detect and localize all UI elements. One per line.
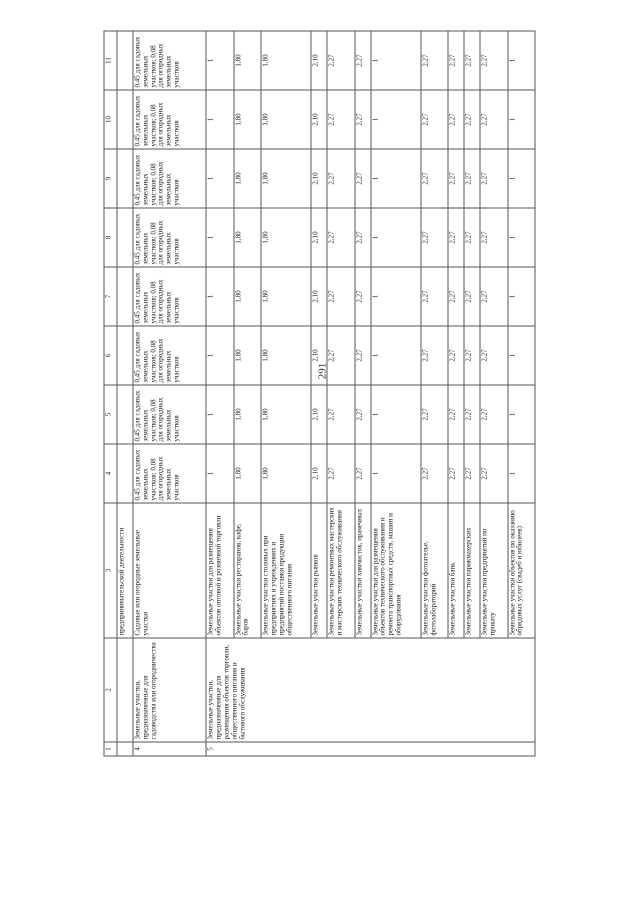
- coefficient-cell: 2,27: [448, 326, 464, 385]
- coefficient-cell: 2,27: [327, 90, 354, 149]
- land-subtype: Земельные участки для размещения объектов оптовой и розничной торговли: [206, 503, 233, 638]
- coefficient-cell: 2,10: [311, 444, 327, 503]
- coefficient-cell: 2,27: [327, 326, 354, 385]
- rotated-table-frame: [104, 32, 536, 757]
- coefficient-cell: 2,27: [448, 149, 464, 208]
- coefficient-cell: 2,27: [327, 444, 354, 503]
- coefficient-cell: [117, 385, 133, 444]
- coefficient-cell: 2,27: [464, 149, 480, 208]
- land-category: [117, 638, 133, 742]
- coefficient-cell: 1: [371, 385, 421, 444]
- coefficient-cell: 2,27: [480, 149, 507, 208]
- land-subtype: Земельные участки объектов по оказанию обрядовых услуг (свадеб и юбилеев): [508, 503, 535, 638]
- coefficient-cell: 0,45 для садовых земельных участков; 0,08 для огородных земельных участков: [133, 31, 206, 90]
- coefficient-cell: 1,80: [261, 149, 311, 208]
- coefficient-cell: 1: [508, 208, 535, 267]
- coefficient-cell: 2,27: [448, 267, 464, 326]
- coefficient-cell: 2,27: [464, 31, 480, 90]
- table-row: [117, 31, 133, 756]
- coefficient-cell: 2,27: [355, 208, 371, 267]
- coefficient-cell: [117, 444, 133, 503]
- coefficient-cell: 1,80: [261, 444, 311, 503]
- coefficient-cell: 1: [371, 444, 421, 503]
- coefficient-cell: 2,27: [327, 267, 354, 326]
- coefficient-cell: 1: [206, 149, 233, 208]
- row-number: [117, 742, 133, 756]
- land-subtype: Земельные участки парикмахерских: [464, 503, 480, 638]
- coefficient-cell: 1: [206, 90, 233, 149]
- column-number: 6: [104, 326, 117, 385]
- coefficient-cell: 1: [206, 31, 233, 90]
- coefficient-cell: 1,80: [234, 267, 261, 326]
- coefficient-cell: 2,10: [311, 90, 327, 149]
- coefficient-cell: 2,27: [327, 31, 354, 90]
- coefficient-cell: 1: [206, 208, 233, 267]
- page-number: 291: [316, 362, 329, 380]
- coefficient-cell: 1: [371, 326, 421, 385]
- coefficient-cell: 2,27: [464, 208, 480, 267]
- coefficient-cell: 1: [508, 267, 535, 326]
- coefficient-cell: 1,80: [261, 31, 311, 90]
- coefficient-cell: 2,10: [311, 385, 327, 444]
- coefficient-cell: 1: [206, 267, 233, 326]
- coefficient-cell: 1,80: [234, 31, 261, 90]
- coefficient-cell: 2,27: [327, 385, 354, 444]
- coefficient-cell: 2,27: [448, 385, 464, 444]
- coefficient-cell: 2,27: [480, 385, 507, 444]
- coefficient-cell: 2,27: [464, 385, 480, 444]
- coefficient-cell: [117, 267, 133, 326]
- table-row: [206, 31, 233, 756]
- coefficient-cell: 1,80: [234, 208, 261, 267]
- land-subtype: Земельные участки ресторанов, кафе, баров: [234, 503, 261, 638]
- coefficient-cell: 2,27: [421, 385, 448, 444]
- land-subtype: Земельные участки столовых при предприятиях и учреждениях и предприятий поставки продукции общественного питания: [261, 503, 311, 638]
- coefficient-cell: 1: [508, 90, 535, 149]
- coefficient-cell: 2,27: [327, 149, 354, 208]
- column-number: 2: [104, 638, 117, 742]
- coefficient-cell: 1,80: [261, 90, 311, 149]
- coefficient-cell: 2,27: [421, 444, 448, 503]
- coefficient-cell: 2,27: [327, 208, 354, 267]
- coefficient-cell: 1,80: [234, 326, 261, 385]
- coefficient-cell: 1: [206, 326, 233, 385]
- coefficient-cell: 2,27: [480, 267, 507, 326]
- coefficient-cell: [117, 208, 133, 267]
- coefficient-cell: 0,45 для садовых земельных участков; 0,08 для огородных земельных участков: [133, 267, 206, 326]
- coefficient-cell: 2,27: [448, 444, 464, 503]
- land-subtype: Земельные участки для размещения объектов технического обслуживания и ремонта транспортных средств, машин и оборудования: [371, 503, 421, 638]
- coefficient-cell: 2,27: [480, 444, 507, 503]
- coefficient-cell: 2,27: [355, 267, 371, 326]
- column-number: 4: [104, 444, 117, 503]
- coefficient-cell: 2,27: [448, 31, 464, 90]
- coefficient-cell: 2,10: [311, 267, 327, 326]
- coefficient-cell: [117, 326, 133, 385]
- coefficient-cell: 0,45 для садовых земельных участков; 0,08 для огородных земельных участков: [133, 90, 206, 149]
- column-number: 1: [104, 742, 117, 756]
- coefficient-cell: 1: [508, 385, 535, 444]
- coefficient-cell: 2,10: [311, 31, 327, 90]
- coefficient-cell: 1,80: [261, 326, 311, 385]
- coefficient-cell: 1: [508, 149, 535, 208]
- coefficient-cell: 1,80: [234, 385, 261, 444]
- coefficient-cell: 2,27: [448, 208, 464, 267]
- coefficient-cell: 1: [371, 149, 421, 208]
- coefficient-cell: 0,45 для садовых земельных участков; 0,08 для огородных земельных участков: [133, 149, 206, 208]
- column-number: 3: [104, 503, 117, 638]
- coefficient-cell: 2,27: [355, 444, 371, 503]
- coefficient-cell: 2,27: [355, 31, 371, 90]
- row-number: 5: [206, 742, 535, 756]
- land-subtype: Земельные участки химчисток, прачечных: [355, 503, 371, 638]
- coefficient-cell: 1,80: [234, 444, 261, 503]
- coefficient-cell: 1,80: [261, 385, 311, 444]
- coefficient-cell: 1: [508, 326, 535, 385]
- coefficient-cell: 1: [371, 208, 421, 267]
- coefficient-cell: 2,27: [421, 267, 448, 326]
- column-number: 8: [104, 208, 117, 267]
- land-category: Земельные участки, предназначенные для садоводства или огородничества: [133, 638, 206, 742]
- coefficients-table: [104, 31, 536, 757]
- coefficient-cell: 1: [371, 267, 421, 326]
- land-subtype: Земельные участки фотоателье, фотолабораторий: [421, 503, 448, 638]
- table-row: [133, 31, 206, 756]
- coefficient-cell: 1: [508, 444, 535, 503]
- coefficient-cell: 2,27: [421, 90, 448, 149]
- coefficient-cell: 2,27: [480, 208, 507, 267]
- coefficient-cell: 2,10: [311, 326, 327, 385]
- coefficient-cell: 2,27: [421, 149, 448, 208]
- coefficient-cell: 1,80: [234, 149, 261, 208]
- coefficient-cell: 0,45 для садовых земельных участков; 0,08 для огородных земельных участков: [133, 444, 206, 503]
- coefficient-cell: 1,80: [261, 208, 311, 267]
- coefficient-cell: 1,80: [261, 267, 311, 326]
- coefficient-cell: 2,27: [421, 31, 448, 90]
- coefficient-cell: 2,27: [355, 385, 371, 444]
- land-category: Земельные участки, предназначенные для размещения объектов торговли, общественного питания и бытового обслуживания: [206, 638, 535, 742]
- land-subtype: Земельные участки предприятий по прокату: [480, 503, 507, 638]
- column-number: 10: [104, 90, 117, 149]
- coefficient-cell: 2,27: [448, 90, 464, 149]
- coefficient-cell: 2,27: [355, 90, 371, 149]
- coefficient-cell: 1: [206, 385, 233, 444]
- column-number: 9: [104, 149, 117, 208]
- table-container: [103, 32, 535, 757]
- coefficient-cell: 2,27: [464, 90, 480, 149]
- coefficient-cell: [117, 149, 133, 208]
- coefficient-cell: 1: [371, 90, 421, 149]
- coefficient-cell: 2,27: [480, 31, 507, 90]
- coefficient-cell: [117, 31, 133, 90]
- column-number: 11: [104, 31, 117, 90]
- coefficient-cell: [117, 90, 133, 149]
- coefficient-cell: 1: [508, 31, 535, 90]
- coefficient-cell: 2,27: [464, 267, 480, 326]
- land-subtype: Земельные участки бань: [448, 503, 464, 638]
- coefficient-cell: 0,45 для садовых земельных участков; 0,08 для огородных земельных участков: [133, 385, 206, 444]
- coefficient-cell: 2,10: [311, 149, 327, 208]
- coefficient-cell: 1,80: [234, 90, 261, 149]
- land-subtype: предпринимательской деятельности: [117, 503, 133, 638]
- coefficient-cell: 2,27: [480, 326, 507, 385]
- column-number: 5: [104, 385, 117, 444]
- coefficient-cell: 2,27: [480, 90, 507, 149]
- column-number: 7: [104, 267, 117, 326]
- coefficient-cell: 2,27: [421, 326, 448, 385]
- land-subtype: Садовые или огородные земельные участки: [133, 503, 206, 638]
- coefficient-cell: 1: [371, 31, 421, 90]
- coefficient-cell: 2,27: [464, 444, 480, 503]
- land-subtype: Земельные участки ремонтных мастерских и мастерских технического обслуживания: [327, 503, 354, 638]
- coefficient-cell: 2,27: [355, 149, 371, 208]
- column-numbers-row: [104, 31, 117, 756]
- land-subtype: Земельные участки рынков: [311, 503, 327, 638]
- coefficient-cell: 0,45 для садовых земельных участков; 0,08 для огородных земельных участков: [133, 208, 206, 267]
- coefficient-cell: 0,45 для садовых земельных участков; 0,08 для огородных земельных участков: [133, 326, 206, 385]
- coefficient-cell: 2,27: [421, 208, 448, 267]
- coefficient-cell: 2,27: [355, 326, 371, 385]
- coefficient-cell: 1: [206, 444, 233, 503]
- row-number: 4: [133, 742, 206, 756]
- coefficient-cell: 2,10: [311, 208, 327, 267]
- coefficient-cell: 2,27: [464, 326, 480, 385]
